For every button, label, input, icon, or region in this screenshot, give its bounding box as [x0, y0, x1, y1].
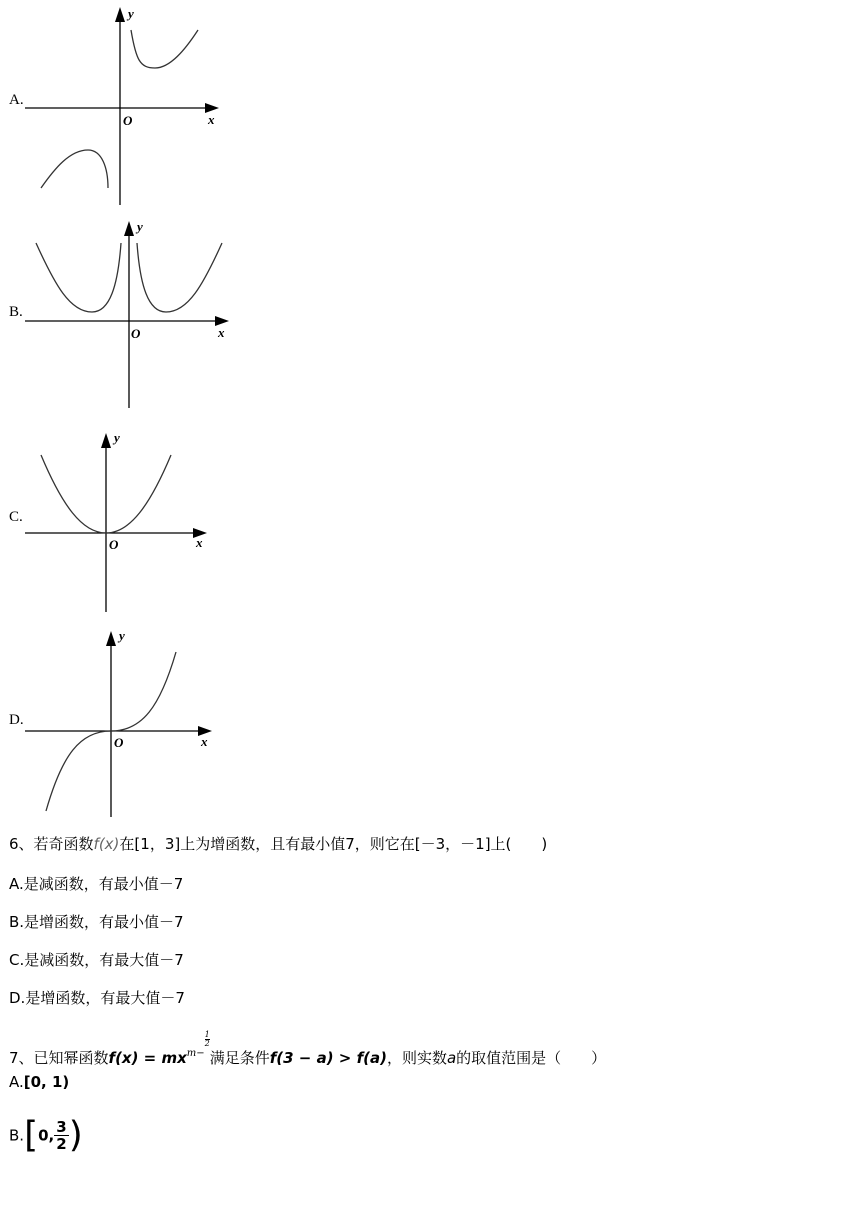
origin-label: O	[109, 537, 119, 552]
y-arrow	[101, 433, 111, 448]
q6-option-c[interactable]: C.是减函数，有最大值－7	[9, 951, 184, 969]
q7-opt-b-label: B.	[9, 1126, 25, 1145]
q7-opt-b-den: 2	[56, 1135, 67, 1153]
option-a-label: A.	[9, 92, 24, 108]
graph-a	[0, 0, 240, 210]
origin-label: O	[123, 113, 133, 128]
y-label: y	[114, 430, 120, 445]
y-arrow	[124, 221, 134, 236]
q7-prefix: 7、已知幂函数	[9, 1049, 109, 1067]
q7-exp-m: m−	[186, 1048, 205, 1059]
x-label: x	[208, 112, 215, 127]
q7-opt-b-left-bracket: [	[24, 1114, 39, 1156]
q7-mid2: ，则实数	[386, 1049, 447, 1067]
question-7	[9, 1031, 606, 1068]
y-arrow	[106, 631, 116, 646]
graph-c	[0, 425, 240, 615]
q7-exp-half	[205, 1031, 210, 1048]
curve-left-branch	[36, 243, 121, 312]
q7-var-a: a	[446, 1049, 457, 1067]
origin-label: O	[131, 326, 141, 341]
q7-opt-b-right-bracket: )	[68, 1114, 83, 1156]
q6-func-f: f	[93, 835, 99, 853]
y-arrow	[115, 7, 125, 22]
q7-half-den: 2	[204, 1039, 210, 1048]
curve-upper-branch	[131, 30, 198, 68]
curve-lower-branch	[41, 150, 108, 188]
q6-func-paren: (x)	[98, 835, 120, 853]
q7-expr1: f(x) = mx	[108, 1049, 187, 1067]
question-6	[9, 834, 547, 854]
q7-opt-b-num: 3	[56, 1118, 67, 1136]
curve-right-branch	[137, 243, 222, 312]
x-label: x	[196, 535, 203, 550]
q6-option-b[interactable]: B.是增函数，有最小值－7	[9, 913, 184, 931]
graph-b	[0, 215, 240, 415]
q7-option-a[interactable]	[9, 1072, 69, 1092]
q7-opt-a-expr: [0, 1)	[23, 1073, 70, 1091]
y-label: y	[137, 219, 143, 234]
origin-label: O	[114, 735, 124, 750]
y-label: y	[128, 6, 134, 21]
x-label: x	[218, 325, 225, 340]
q7-exponent	[186, 1030, 210, 1059]
option-c-label: C.	[9, 509, 23, 525]
q7-mid3: 的取值范围是（ ）	[456, 1049, 607, 1067]
q7-half-num: 1	[204, 1030, 210, 1039]
q7-mid1: 满足条件	[209, 1049, 270, 1067]
q7-opt-b-fraction	[54, 1119, 68, 1152]
graph-d	[0, 625, 240, 820]
q6-option-a[interactable]: A.是减函数，有最小值－7	[9, 875, 184, 893]
option-d-label: D.	[9, 712, 24, 728]
q7-opt-b-zero: 0,	[38, 1126, 55, 1145]
x-label: x	[201, 734, 208, 749]
q7-option-b[interactable]	[9, 1112, 83, 1158]
option-b-label: B.	[9, 304, 23, 320]
q6-option-d[interactable]: D.是增函数，有最大值－7	[9, 989, 185, 1007]
q6-prefix: 6、若奇函数	[9, 835, 94, 853]
y-label: y	[119, 628, 125, 643]
q6-mid: 在[1，3]上为增函数，且有最小值7，则它在[－3，－1]上( )	[119, 835, 548, 853]
q7-expr2: f(3 − a) > f(a)	[269, 1049, 387, 1067]
q7-opt-a-label: A.	[9, 1073, 24, 1091]
